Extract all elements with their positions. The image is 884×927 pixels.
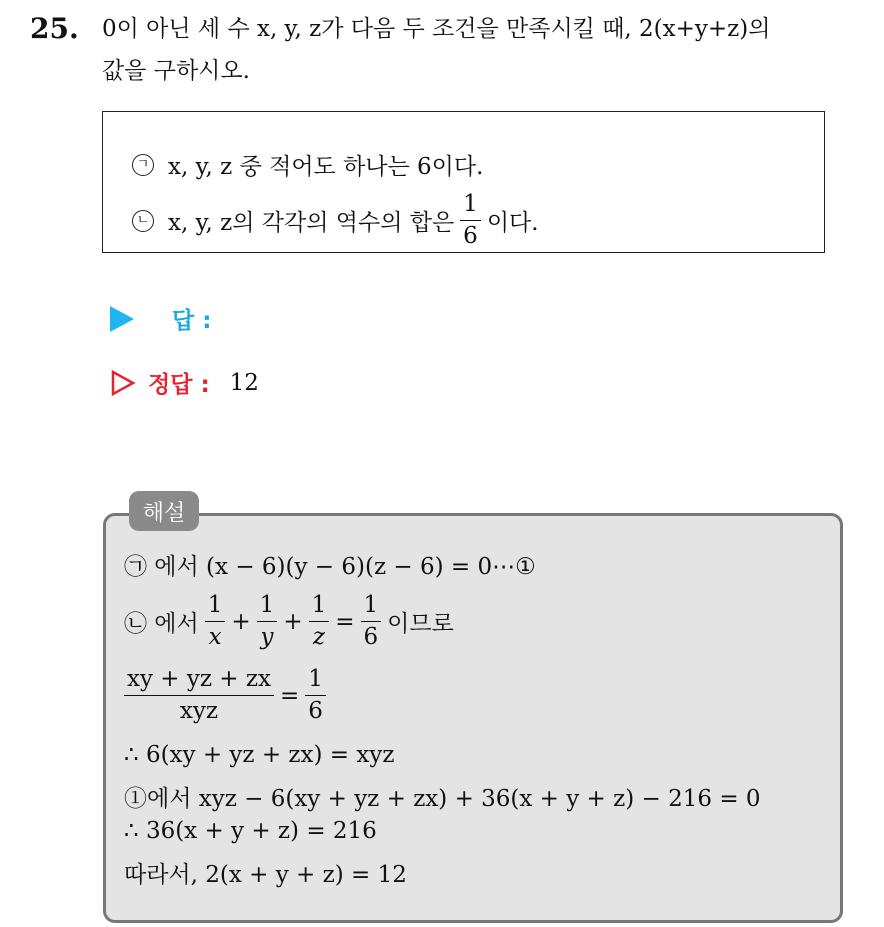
explanation-line-5: ①에서 xyz − 6(xy + yz + zx) + 36(x + y + z) − 216 = 0 (124, 786, 761, 812)
play-triangle-icon (110, 306, 134, 332)
explanation-line-2-suffix: 이므로 (387, 611, 454, 637)
explanation-line-2-prefix: ㉡ 에서 (124, 611, 199, 637)
answer-row (110, 302, 211, 335)
fraction-one-sixth: $\frac{1}{6}$ (460, 193, 481, 248)
problem-text-line-1: 0이 아닌 세 수 x, y, z가 다음 두 조건을 만족시킬 때, 2(x+y+z)의 (102, 16, 771, 42)
condition-1 (132, 148, 483, 181)
problem-text-line-2: 값을 구하시오. (102, 58, 250, 84)
solution-row (110, 366, 259, 399)
explanation-tag: 해설 (129, 491, 199, 531)
fraction-one-over-x: $\frac{1}{x}$ (205, 594, 226, 649)
fraction-one-over-six: $\frac{1}{6}$ (361, 594, 382, 649)
solution-label: 정답 : (148, 372, 210, 398)
explanation-line-7: 따라서, 2(x + y + z) = 12 (124, 862, 407, 888)
circled-giyeok-icon: ㄱ (132, 154, 154, 176)
fraction-sum-over-xyz: $\frac{xy + yz + zx}{\text{xyz}}$ (124, 668, 274, 723)
explanation-line-6: ∴ 36(x + y + z) = 216 (124, 818, 377, 844)
condition-1-text: x, y, z 중 적어도 하나는 6이다. (168, 154, 484, 180)
solution-value: 12 (229, 369, 259, 396)
outline-triangle-icon (110, 369, 136, 397)
condition-2-text: x, y, z의 각각의 역수의 합은 (168, 210, 455, 236)
explanation-line-4: ∴ 6(xy + yz + zx) = xyz (124, 742, 395, 768)
explanation-line-1: ㉠ 에서 (x − 6)(y − 6)(z − 6) = 0⋯① (124, 554, 536, 580)
explanation-line-2: ㉡ 에서 $\frac{1}{x}$ + $\frac{1}{y}$ + $\frac{1}{z}$ = $\frac{1}{6}$ 이므로 (124, 592, 454, 650)
answer-label: 답 : (172, 308, 212, 334)
fraction-one-sixth-b: $\frac{1}{6}$ (305, 668, 326, 723)
explanation-line-3: $\frac{xy + yz + zx}{\text{xyz}}$ = $\frac{1}{6}$ (124, 668, 332, 723)
condition-2-suffix: 이다. (486, 210, 539, 236)
fraction-one-over-y: $\frac{1}{y}$ (257, 594, 278, 649)
fraction-one-over-z: $\frac{1}{z}$ (309, 594, 330, 649)
problem-number: 25. (30, 12, 79, 45)
circled-nieun-icon: ㄴ (132, 210, 154, 232)
condition-2 (132, 193, 539, 248)
